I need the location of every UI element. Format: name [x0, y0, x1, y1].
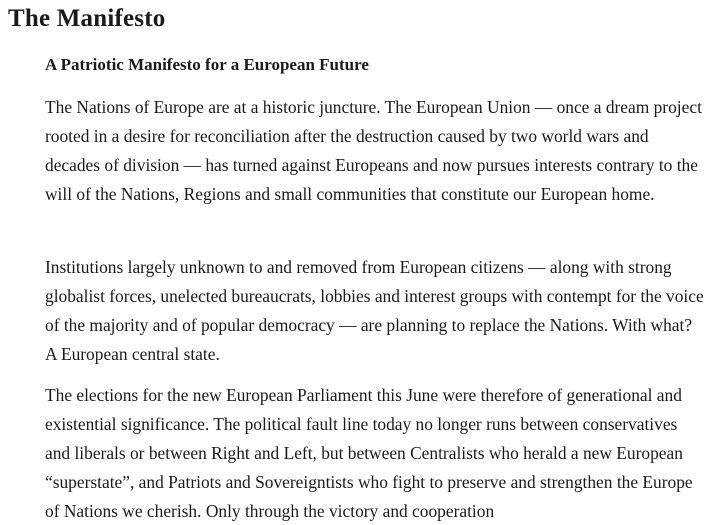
paragraph-1: The Nations of Europe are at a historic juncture. The European Union — once a dream project rooted in a desire for reconciliation after the destruction caused by two world wars and decades of division — has turned against Europeans and now pursues interests contrary to the will of the Nations, Regions and small communities that constitute our European home. [45, 97, 702, 204]
paragraph-2: Institutions largely unknown to and removed from European citizens — along with strong globalist forces, unelected bureaucrats, lobbies and interest groups with contempt for the voice of the majority and of popular democracy — are planning to replace the Nations. With what? A European central state. [45, 257, 704, 364]
manifesto-subtitle: A Patriotic Manifesto for a European Future [45, 55, 369, 74]
paragraph-3: The elections for the new European Parliament this June were therefore of generational and existential significance. The political fault line today no longer runs between conservatives and liberals or between Right and Left, but between Centralists who herald a new European “superstate”, and Patriots and Sovereigntists who fight to preserve and strengthen the Europe of Nations we cherish. Only through the victory and cooperation [45, 385, 693, 521]
page-title: The Manifesto [8, 5, 166, 32]
